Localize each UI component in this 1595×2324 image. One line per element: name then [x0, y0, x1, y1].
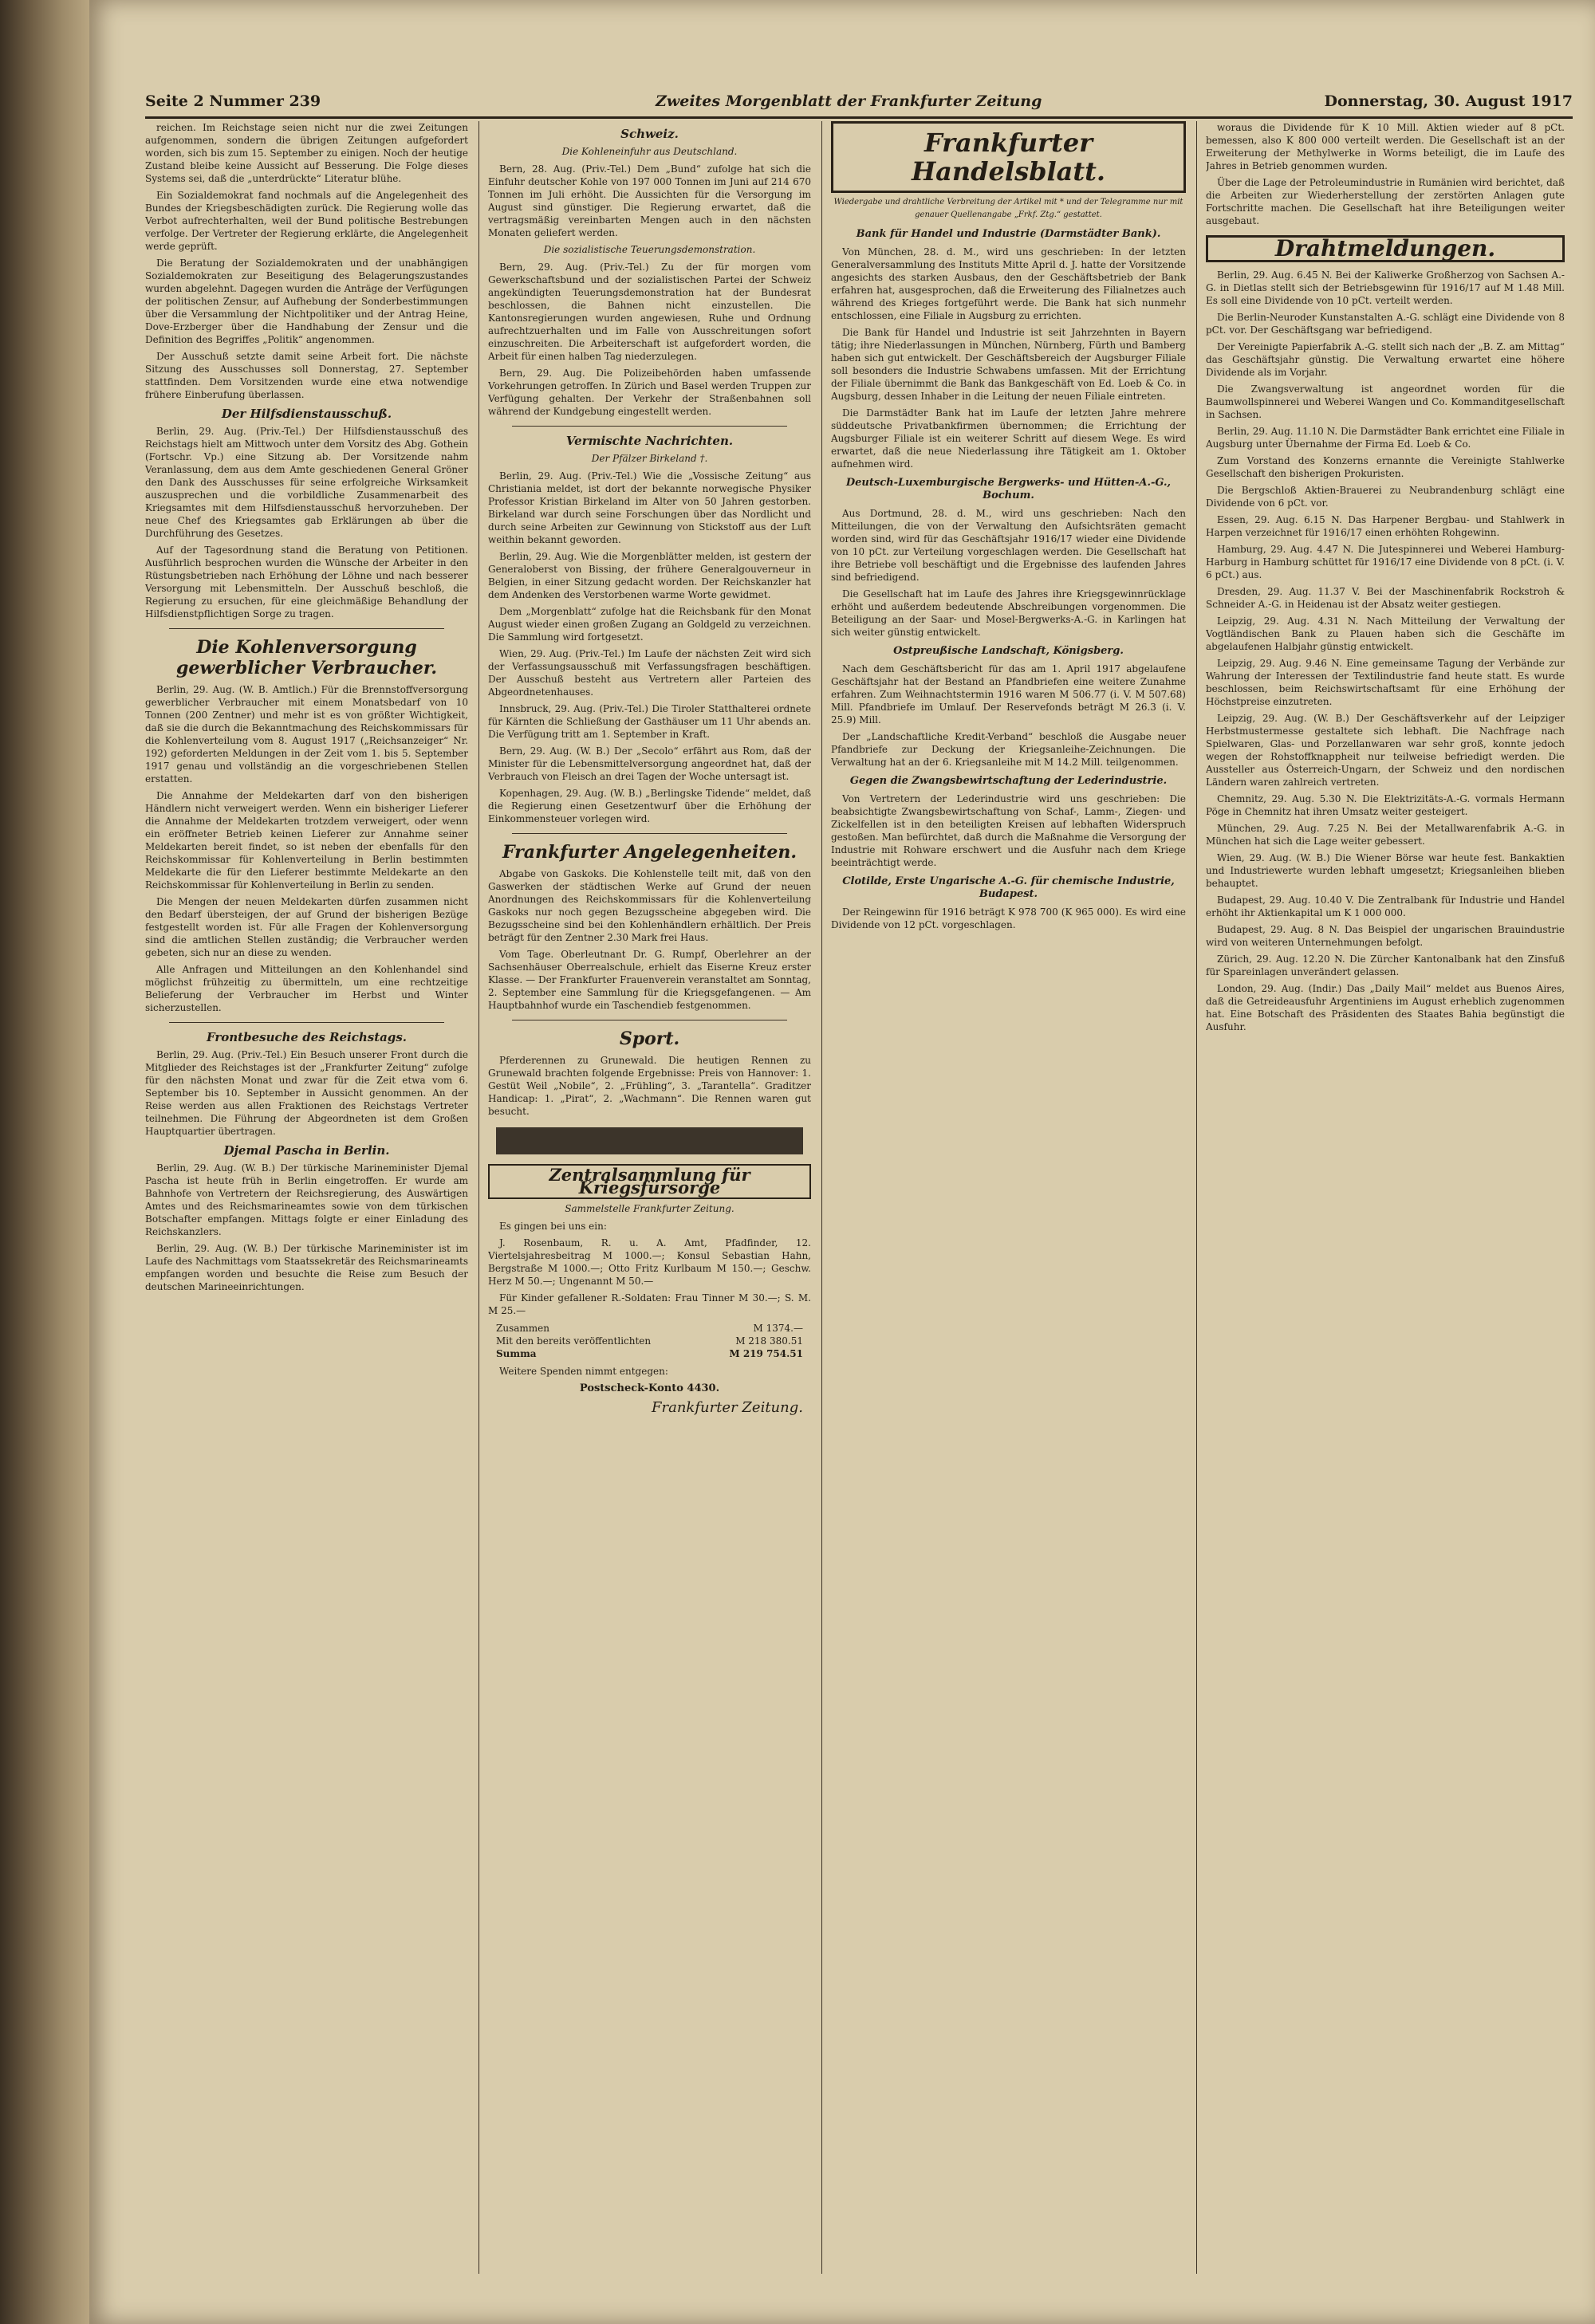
issue-date: Donnerstag, 30. August 1917	[1324, 92, 1573, 110]
paragraph: Berlin, 29. Aug. (W. B. Amtlich.) Für die Brennstoffversorgung gewerblicher Verbraucher mit einem Monatsbedarf von 10 Tonnen (200 Zentner) und mehr ist es von größter Wichtigkeit, daß sie die durch die Bekanntmachung des Reichskommissars für die Kohlenverteilung vom 8. August 1917 („Reichsanzeiger“ Nr. 192) geforderten Meldungen in der Zeit vom 1. bis 5. September 1917 genau und vollständig an die vorgeschriebenen Stellen erstatten.	[145, 684, 468, 784]
paragraph: Die Bank für Handel und Industrie ist seit Jahrzehnten in Bayern tätig; ihre Niederlassungen in München, Nürnberg, Fürth und Bamberg haben sich gut entwickelt. Der Geschäftsbereich der Augsburger Filiale soll besonders die Industrie Schwabens umfassen. Mit der Errichtung der Filiale übernimmt die Bank das Bankgeschäft von Ed. Loeb & Co. in Augsburg, dessen Inhaber in die Leitung der neuen Filiale eintreten.	[831, 327, 1186, 402]
paragraph: Vom Tage. Oberleutnant Dr. G. Rumpf, Oberlehrer an der Sachsenhäuser Oberrealschule, erhielt das Eiserne Kreuz erster Klasse. — Der Frankfurter Frauenverein veranstaltet am Sonntag, 2. September eine Sammlung für die Kriegsgefangenen. — Am Hauptbahnhof wurde ein Taschendieb festgenommen.	[488, 949, 811, 1011]
divider	[512, 426, 787, 427]
paragraph: Die Bergschloß Aktien-Brauerei zu Neubrandenburg schlägt eine Dividende von 6 pCt. vor.	[1206, 485, 1565, 509]
paragraph: Der Reingewinn für 1916 beträgt K 978 700 (K 965 000). Es wird eine Dividende von 12 pCt. vorgeschlagen.	[831, 906, 1186, 930]
column-rule	[821, 121, 822, 2274]
paragraph: Die Annahme der Meldekarten darf von den bisherigen Händlern nicht verweigert werden. Wenn ein bisheriger Lieferer die Annahme der Meldekarten trotzdem verweigert, oder wenn ein eröffneter Betrieb keinen Lieferer zur Annahme seiner Meldekarten bereit findet, so ist neben der ebenfalls für den Reichskommissar für Kohlenverteilung in Berlin bestimmten Meldekarte die für den Lieferer bestimmte Meldekarte an den Reichskommissar für Kohlenverteilung in Berlin zu senden.	[145, 790, 468, 891]
divider	[169, 628, 444, 629]
paragraph: Es gingen bei uns ein:	[499, 1221, 607, 1232]
paragraph: Bern, 28. Aug. (Priv.-Tel.) Dem „Bund“ zufolge hat sich die Einfuhr deutscher Kohle von 197 000 Tonnen im Juni auf 214 670 Tonnen im Juli erhöht. Die Aussichten für die Versorgung im August sind günstiger. Die Regierung erwartet, daß die vertragsmäßig vereinbarten Mengen auch in den nächsten Monaten geliefert werden.	[488, 163, 811, 238]
paragraph: Leipzig, 29. Aug. (W. B.) Der Geschäftsverkehr auf der Leipziger Herbstmustermesse gestaltete sich lebhaft. Die Nachfrage nach Spielwaren, Glas- und Porzellanwaren war sehr groß, konnte jedoch wegen der Rohstoffknappheit nur teilweise befriedigt werden. Die Aussteller aus Österreich-Ungarn, der Schweiz und den nordischen Ländern waren zahlreich vertreten.	[1206, 713, 1565, 788]
donation-sums	[496, 1322, 803, 1360]
paragraph: Weitere Spenden nimmt entgegen:	[499, 1366, 668, 1377]
divider	[512, 833, 787, 834]
paragraph: Leipzig, 29. Aug. 9.46 N. Eine gemeinsame Tagung der Verbände zur Wahrung der Interessen der Textilindustrie fand heute statt. Es wurde beschlossen, beim Reichswirtschaftsamt für eine Erhöhung der Höchstpreise einzutreten.	[1206, 658, 1565, 707]
paragraph: Der Ausschuß setzte damit seine Arbeit fort. Die nächste Sitzung des Ausschusses soll Donnerstag, 27. September stattfinden. Dem Vorsitzenden wurde eine etwa notwendige frühere Einberufung überlassen.	[145, 351, 468, 400]
section-heading: Vermischte Nachrichten.	[565, 434, 734, 448]
paragraph: Die Zwangsverwaltung ist angeordnet worden für die Baumwollspinnerei und Weberei Wangen und Co. Kommanditgesellschaft in Sachsen.	[1206, 383, 1565, 420]
article-heading: Gegen die Zwangsbewirtschaftung der Lederindustrie.	[849, 775, 1168, 787]
paragraph: Bern, 29. Aug. (Priv.-Tel.) Zu der für morgen vom Gewerkschaftsbund und der sozialistischen Partei der Schweiz angekündigten Teuerungsdemonstration hat der Bundesrat beschlossen, die Bahnen nicht einzustellen. Die Kantonsregierungen wurden angewiesen, Ruhe und Ordnung aufrechtzuerhalten und im Falle von Ausschreitungen sofort einzuschreiten. Die Arbeiterschaft ist aufgefordert worden, die Arbeit für einen halben Tag niederzulegen.	[488, 261, 811, 362]
article-heading: Ostpreußische Landschaft, Königsberg.	[893, 645, 1124, 657]
sum-row: Mit den bereits veröffentlichten M 218 380.51	[496, 1335, 803, 1347]
fundraising-box-title: Zentralsammlung für Kriegsfürsorge	[488, 1164, 811, 1199]
paragraph: Hamburg, 29. Aug. 4.47 N. Die Jutespinnerei und Weberei Hamburg-Harburg in Hamburg schüttet für 1916/17 eine Dividende von 8 pCt. (i. V. 6 pCt.) aus.	[1206, 544, 1565, 580]
paragraph: Der „Landschaftliche Kredit-Verband“ beschloß die Ausgabe neuer Pfandbriefe zur Deckung der Kriegsanleihe-Zeichnungen. Die Verwaltung hat an der 6. Kriegsanleihe mit M 14.2 Mill. teilgenommen.	[831, 731, 1186, 768]
printed-dark-bar	[496, 1127, 803, 1154]
paragraph: Die Darmstädter Bank hat im Laufe der letzten Jahre mehrere süddeutsche Privatbankfirmen übernommen; die Errichtung der Augsburger Filiale ist ein weiterer Schritt auf diesem Wege. Es wird erwartet, daß die neue Niederlassung ihre Tätigkeit am 1. Oktober aufnehmen wird.	[831, 407, 1186, 470]
paragraph: London, 29. Aug. (Indir.) Das „Daily Mail“ meldet aus Buenos Aires, daß die Getreideausfuhr Argentiniens im August erheblich zugenommen hat. Eine Botschaft des Präsidenten des Staates Bahia begünstigt die Ausfuhr.	[1206, 983, 1565, 1032]
paragraph: Zum Vorstand des Konzerns ernannte die Vereinigte Stahlwerke Gesellschaft den bisherigen Prokuristen.	[1206, 455, 1565, 479]
paragraph: Bern, 29. Aug. Die Polizeibehörden haben umfassende Vorkehrungen getroffen. In Zürich und Basel werden Truppen zur Verfügung gehalten. Der Verkehr der Straßenbahnen soll während der Kundgebung eingestellt werden.	[488, 368, 811, 417]
newspaper-title: Zweites Morgenblatt der Frankfurter Zeitung	[656, 92, 1042, 110]
paragraph: Alle Anfragen und Mitteilungen an den Kohlenhandel sind möglichst frühzeitig zu übermitteln, um eine rechtzeitige Belieferung der Verbraucher im Herbst und Winter sicherzustellen.	[145, 964, 468, 1013]
paragraph: Innsbruck, 29. Aug. (Priv.-Tel.) Die Tiroler Statthalterei ordnete für Kärnten die Schließung der Gasthäuser um 11 Uhr abends an. Die Verfügung tritt am 1. September in Kraft.	[488, 703, 811, 740]
paragraph: Berlin, 29. Aug. (Priv.-Tel.) Der Hilfsdienstausschuß des Reichstags hielt am Mittwoch unter dem Vorsitz des Abg. Gothein (Fortschr. Vp.) eine Sitzung ab. Der Vorsitzende nahm Veranlassung, dem aus dem Amte geschiedenen General Gröner den Dank des Ausschusses für seine erfolgreiche Wirksamkeit auszusprechen und die vorbildliche Zusammenarbeit des Kriegsamtes mit dem Hilfsdienstausschuß hervorzuheben. Der neue Chef des Kriegsamtes gab Erklärungen ab über die Durchführung des Gesetzes.	[145, 426, 468, 539]
column-1	[145, 121, 468, 2274]
sum-row: Summa M 219 754.51	[496, 1348, 803, 1359]
paragraph: Die Beratung der Sozialdemokraten und der unabhängigen Sozialdemokraten zur Beseitigung des Belagerungszustandes wurden abgelehnt. Dagegen wurden die Anträge der Verfügungen der politischen Zensur, auf Aufhebung der Sonderbestimmungen über die Versammlung der Nichtpolitiker und der Antrag Heine, Dove-Erzberger über die Handhabung der Zensur und die Definition des Begriffes „Politik“ angenommen.	[145, 258, 468, 345]
paragraph: Wien, 29. Aug. (Priv.-Tel.) Im Laufe der nächsten Zeit wird sich der Verfassungsausschuß mit Verfassungsfragen beschäftigen. Der Ausschuß besteht aus Vertretern aller Parteien des Abgeordnetenhauses.	[488, 648, 811, 698]
postal-account: Postscheck-Konto 4430.	[579, 1382, 720, 1394]
section-heading: Frontbesuche des Reichstags.	[206, 1030, 407, 1044]
column-4	[1206, 121, 1565, 2274]
paragraph: München, 29. Aug. 7.25 N. Bei der Metallwarenfabrik A.-G. in München hat sich die Lage weiter gebessert.	[1206, 823, 1565, 847]
paragraph: Dresden, 29. Aug. 11.37 V. Bei der Maschinenfabrik Rockstroh & Schneider A.-G. in Heidenau ist der Absatz weiter gestiegen.	[1206, 586, 1565, 610]
newspaper-page	[89, 0, 1595, 2324]
paragraph: Berlin, 29. Aug. (W. B.) Der türkische Marineminister ist im Laufe des Nachmittags vom Staatssekretär des Reichsmarineamts empfangen worden und besuchte die Reise zum Besuch der deutschen Marineeinrichtungen.	[145, 1243, 468, 1292]
paragraph: Essen, 29. Aug. 6.15 N. Das Harpener Bergbau- und Stahlwerk in Harpen verzeichnet für 1916/17 einen erhöhten Rohgewinn.	[1206, 514, 1565, 538]
paragraph: Berlin, 29. Aug. (Priv.-Tel.) Wie die „Vossische Zeitung“ aus Christiania meldet, ist dort der bekannte norwegische Physiker Professor Kristian Birkeland im Alter von 50 Jahren gestorben. Birkeland war durch seine Forschungen über das Nordlicht und durch seine Arbeiten zur Gewinnung von Stickstoff aus der Luft weithin bekannt geworden.	[488, 470, 811, 545]
subheading: Die sozialistische Teuerungsdemonstration.	[543, 244, 756, 255]
paragraph: Berlin, 29. Aug. 6.45 N. Bei der Kaliwerke Großherzog von Sachsen A.-G. in Dietlas stellt sich der Betriebsgewinn für 1916/17 auf M 1.48 Mill. Es soll eine Dividende von 10 pCt. verteilt werden.	[1206, 269, 1565, 306]
paragraph: Dem „Morgenblatt“ zufolge hat die Reichsbank für den Monat August wieder einen großen Zugang an Goldgeld zu verzeichnen. Die Sammlung wird fortgesetzt.	[488, 606, 811, 643]
section-heading: Die Kohlenversorgung gewerblicher Verbraucher.	[175, 637, 438, 678]
paragraph: woraus die Dividende für K 10 Mill. Aktien wieder auf 8 pCt. bemessen, also K 800 000 verteilt werden. Die Gesellschaft ist an der Erweiterung der Methylwerke in Worms beteiligt, die im Laufe des Jahres in Betrieb genommen wurden.	[1206, 122, 1565, 171]
page-number: Seite 2 Nummer 239	[145, 92, 321, 110]
paragraph: Budapest, 29. Aug. 10.40 V. Die Zentralbank für Industrie und Handel erhöht ihr Aktienkapital um K 1 000 000.	[1206, 895, 1565, 918]
subheading: Die Kohleneinfuhr aus Deutschland.	[561, 146, 738, 157]
paragraph: Budapest, 29. Aug. 8 N. Das Beispiel der ungarischen Brauindustrie wird von weiteren Unternehmungen befolgt.	[1206, 924, 1565, 948]
paragraph: reichen. Im Reichstage seien nicht nur die zwei Zeitungen aufgenommen, sondern die übrigen Zeitungen aufgefordert worden, sich bis zum 15. September zu einigen. Noch der heutige Zustand bleibe keine Aussicht auf Besserung. Die Folge dieses Systems sei, daß die „unterdrückte“ Literatur blühe.	[145, 122, 468, 184]
paragraph: Berlin, 29. Aug. Wie die Morgenblätter melden, ist gestern der Generaloberst von Bissing, der frühere Generalgouverneur in Belgien, in einer Sitzung gedacht worden. Der Reichskanzler hat dem Andenken des Verstorbenen warme Worte gewidmet.	[488, 551, 811, 600]
paragraph: Berlin, 29. Aug. 11.10 N. Die Darmstädter Bank errichtet eine Filiale in Augsburg unter Übernahme der Firma Ed. Loeb & Co.	[1206, 426, 1565, 450]
article-heading: Deutsch-Luxemburgische Bergwerks- und Hütten-A.-G., Bochum.	[845, 477, 1172, 501]
paragraph: Auf der Tagesordnung stand die Beratung von Petitionen. Ausführlich besprochen wurden die Wünsche der Arbeiter in den Rüstungsbetrieben nach Erhöhung der Löhne und nach besserer Versorgung mit Lebensmitteln. Der Ausschuß beschloß, die Regierung zu ersuchen, für eine gleichmäßige Behandlung der Hilfsdienstpflichtigen Sorge zu tragen.	[145, 545, 468, 619]
paragraph: Für Kinder gefallener R.-Soldaten: Frau Tinner M 30.—; S. M. M 25.—	[488, 1292, 811, 1316]
sum-row: Zusammen M 1374.—	[496, 1323, 803, 1334]
divider	[169, 1022, 444, 1023]
paragraph: Berlin, 29. Aug. (Priv.-Tel.) Ein Besuch unserer Front durch die Mitglieder des Reichstages ist der „Frankfurter Zeitung“ zufolge für den nächsten Monat und zwar für die Zeit etwa vom 6. September bis 10. September in Aussicht genommen. An der Reise werden aus allen Fraktionen des Reichstags Vertreter teilnehmen. Die Führung der Abgeordneten ist dem Großen Hauptquartier übertragen.	[145, 1049, 468, 1137]
signature: Frankfurter Zeitung.	[652, 1399, 803, 1416]
paragraph: Über die Lage der Petroleumindustrie in Rumänien wird berichtet, daß die Arbeiten zur Wiederherstellung der zerstörten Anlagen gute Fortschritte machen. Die Gesellschaft hat ihre Beteiligungen weiter ausgebaut.	[1206, 177, 1565, 226]
column-rule	[478, 121, 479, 2274]
paragraph: Von München, 28. d. M., wird uns geschrieben: In der letzten Generalversammlung des Instituts Mitte April d. J. hatte der Vorsitzende angesichts des starken Ausbaus, den der Geschäftsbetrieb der Bank erfahren hat, ausgesprochen, daß die Erweiterung des Filialnetzes auch während des Krieges fortgeführt werde. Die Bank hat sich nunmehr entschlossen, eine Filiale in Augsburg zu errichten.	[831, 246, 1186, 321]
column-rule	[1196, 121, 1197, 2274]
section-masthead: Frankfurter Handelsblatt.	[831, 121, 1186, 193]
section-heading: Sport.	[619, 1028, 680, 1049]
section-heading: Djemal Pascha in Berlin.	[223, 1143, 390, 1158]
paragraph: Der Vereinigte Papierfabrik A.-G. stellt sich nach der „B. Z. am Mittag“ das Geschäftsjahr günstig. Die Verwaltung erwartet eine höhere Dividende als im Vorjahr.	[1206, 341, 1565, 378]
section-heading: Schweiz.	[620, 127, 679, 141]
article-heading: Bank für Handel und Industrie (Darmstädter Bank).	[856, 228, 1161, 240]
page-header	[145, 88, 1573, 119]
paragraph: Wien, 29. Aug. (W. B.) Die Wiener Börse war heute fest. Bankaktien und Industriewerte wurden lebhaft umgesetzt; Kriegsanleihen blieben behauptet.	[1206, 852, 1565, 889]
paragraph: Leipzig, 29. Aug. 4.31 N. Nach Mitteilung der Verwaltung der Vogtländischen Bank zu Plauen haben sich die Geschäfte im abgelaufenen Halbjahr günstig entwickelt.	[1206, 615, 1565, 652]
telegram-section-title: Drahtmeldungen.	[1206, 235, 1565, 262]
paragraph: Pferderennen zu Grunewald. Die heutigen Rennen zu Grunewald brachten folgende Ergebnisse: Preis von Hannover: 1. Gestüt Weil „Nobile“, 2. „Frühling“, 3. „Tarantella“. Graditzer Handicap: 1. „Pirat“, 2. „Wachmann“. Die Rennen waren gut besucht.	[488, 1055, 811, 1117]
column-3	[831, 121, 1186, 2274]
paragraph: Zürich, 29. Aug. 12.20 N. Die Zürcher Kantonalbank hat den Zinsfuß für Spareinlagen unverändert gelassen.	[1206, 954, 1565, 977]
book-binding-edge	[0, 0, 89, 2324]
paragraph: Kopenhagen, 29. Aug. (W. B.) „Berlingske Tidende“ meldet, daß die Regierung einen Gesetzentwurf über die Erhöhung der Einkommensteuer vorlegen wird.	[488, 788, 811, 824]
paragraph: J. Rosenbaum, R. u. A. Amt, Pfadfinder, 12. Viertelsjahresbeitrag M 1000.—; Konsul Sebastian Hahn, Bergstraße M 1000.—; Otto Fritz Kurlbaum M 150.—; Geschw. Herz M 50.—; Ungenannt M 50.—	[488, 1237, 811, 1287]
section-heading: Der Hilfsdienstausschuß.	[221, 407, 392, 421]
paragraph: Nach dem Geschäftsbericht für das am 1. April 1917 abgelaufene Geschäftsjahr hat der Bestand an Pfandbriefen eine weitere Zunahme erfahren. Zum Weihnachtstermin 1916 waren M 506.77 (i. V. M 507.68) Mill. Pfandbriefe im Umlauf. Der Reservefonds beträgt M 26.3 (i. V. 25.9) Mill.	[831, 663, 1186, 726]
paragraph: Von Vertretern der Lederindustrie wird uns geschrieben: Die beabsichtigte Zwangsbewirtschaftung von Schaf-, Lamm-, Ziegen- und Zickelfellen ist in den beteiligten Kreisen auf lebhaften Widerspruch gestoßen. Man befürchtet, daß durch die Maßnahme die Versorgung der Industrie mit Rohware erschwert und die Ausfuhr nach dem Kriege beeinträchtigt werde.	[831, 793, 1186, 868]
section-heading: Frankfurter Angelegenheiten.	[502, 842, 798, 863]
subheading: Sammelstelle Frankfurter Zeitung.	[565, 1203, 734, 1214]
paragraph: Die Berlin-Neuroder Kunstanstalten A.-G. schlägt eine Dividende von 8 pCt. vor. Der Geschäftsgang war befriedigend.	[1206, 312, 1565, 336]
paragraph: Bern, 29. Aug. (W. B.) Der „Secolo“ erfährt aus Rom, daß der Minister für die Lebensmittelversorgung angeordnet hat, daß der Verbrauch von Fleisch an drei Tagen der Woche untersagt ist.	[488, 745, 811, 782]
paragraph: Die Mengen der neuen Meldekarten dürfen zusammen nicht den Bedarf übersteigen, der auf Grund der bisherigen Bezüge festgestellt worden ist. Für alle Fragen der Kohlenversorgung sind die amtlichen Stellen zuständig; die Verbraucher werden gebeten, sich nur an diese zu wenden.	[145, 896, 468, 958]
column-2	[488, 121, 811, 2274]
paragraph: Aus Dortmund, 28. d. M., wird uns geschrieben: Nach den Mitteilungen, die von der Verwaltung den Aufsichtsräten gemacht worden sind, wird für das Geschäftsjahr 1916/17 wieder eine Dividende von 10 pCt. zur Verteilung vorgeschlagen werden. Die Gesellschaft hat ihre Betriebe voll beschäftigt und die Ergebnisse des laufenden Jahres sind befriedigend.	[831, 508, 1186, 583]
paragraph: Ein Sozialdemokrat fand nochmals auf die Angelegenheit des Bundes der Kriegsbeschädigten zurück. Die Regierung wolle das Verbot aufrechterhalten, weil der Bund politische Bestrebungen verfolge. Der Vertreter der Regierung erklärte, die Angelegenheit werde geprüft.	[145, 190, 468, 252]
paragraph: Abgabe von Gaskoks. Die Kohlenstelle teilt mit, daß von den Gaswerken der städtischen Werke auf Grund der neuen Anordnungen des Reichskommissars für die Kohlenverteilung Gaskoks nur noch gegen Bezugsscheine abgegeben wird. Die Bezugsscheine sind bei den Kohlenhändlern erhältlich. Der Preis beträgt für den Zentner 2.30 Mark frei Haus.	[488, 868, 811, 943]
masthead-note: Wiedergabe und drahtliche Verbreitung der Artikel mit * und der Telegramme nur mit genauer Quellenangabe „Frkf. Ztg.“ gestattet.	[833, 198, 1183, 219]
paragraph: Berlin, 29. Aug. (W. B.) Der türkische Marineminister Djemal Pascha ist heute früh in Berlin eingetroffen. Er wurde am Bahnhofe von Vertretern der Reichsregierung, des Auswärtigen Amtes und des Reichsmarineamtes sowie von dem türkischen Botschafter empfangen. Mittags folgte er einer Einladung des Reichskanzlers.	[145, 1162, 468, 1237]
paragraph: Die Gesellschaft hat im Laufe des Jahres ihre Kriegsgewinnrücklage erhöht und außerdem bedeutende Abschreibungen vorgenommen. Die Beteiligung an der Saar- und Mosel-Bergwerks-A.-G. in Karlingen hat sich weiter günstig entwickelt.	[831, 588, 1186, 638]
subheading: Der Pfälzer Birkeland †.	[591, 453, 708, 464]
paragraph: Chemnitz, 29. Aug. 5.30 N. Die Elektrizitäts-A.-G. vormals Hermann Pöge in Chemnitz hat ihren Umsatz weiter gesteigert.	[1206, 793, 1565, 817]
article-heading: Clotilde, Erste Ungarische A.-G. für chemische Industrie, Budapest.	[842, 875, 1175, 900]
